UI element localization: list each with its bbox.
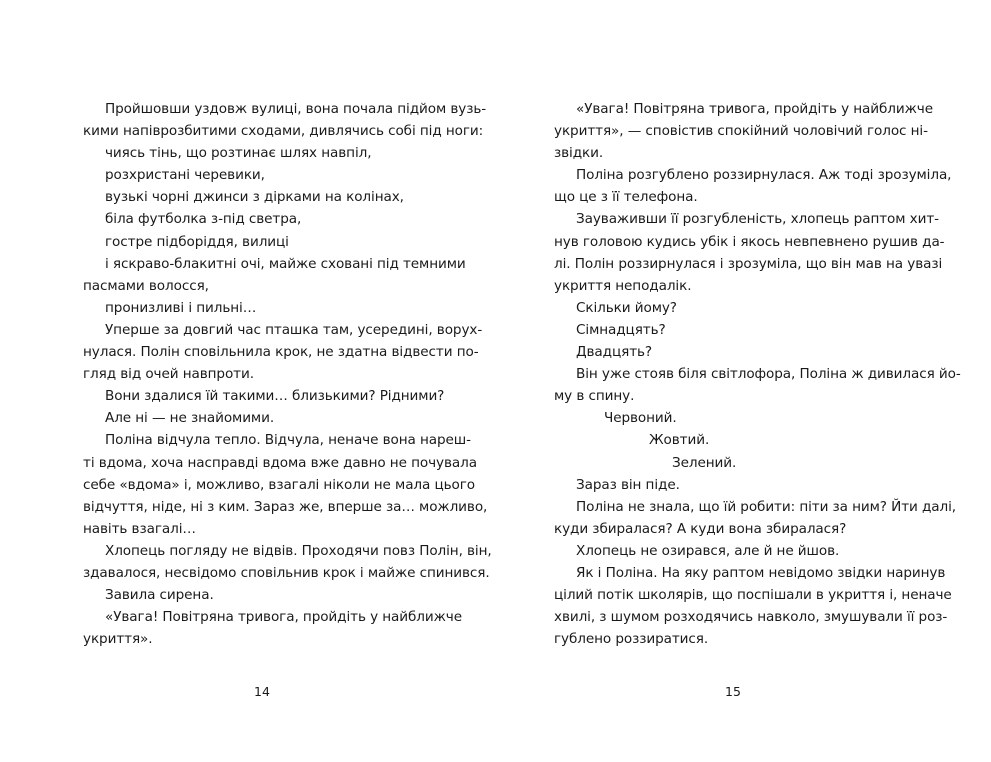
text-line: і яскраво-блакитні очі, майже сховані під темними <box>105 255 466 272</box>
text-line: Хлопець не озирався, але й не йшов. <box>576 542 840 559</box>
text-line: укриття». <box>83 631 153 648</box>
text-line: укриття неподалік. <box>554 277 692 294</box>
text-line: звідки. <box>554 145 604 162</box>
text-line: Зелений. <box>672 454 737 471</box>
text-line: «Увага! Повітряна тривога, пройдіть у найближче <box>576 101 933 117</box>
text-line: навіть взагалі… <box>83 520 196 537</box>
text-line: здавалося, несвідомо сповільнив крок і майже спинився. <box>83 564 490 581</box>
text-line: Хлопець погляду не відвів. Проходячи повз Полін, він, <box>105 542 492 559</box>
text-line: Скільки йому? <box>576 299 677 316</box>
text-line: укриття», — сповістив спокійний чоловічий голос ні- <box>554 123 928 140</box>
text-line: му в спину. <box>554 388 635 405</box>
text-line: нулася. Полін сповільнила крок, не здатна відвести по- <box>83 344 479 361</box>
left-page-number: 14 <box>254 684 270 699</box>
text-line: лі. Полін роззирнулася і зрозуміла, що він мав на увазі <box>554 255 943 272</box>
left-page <box>0 0 495 762</box>
right-page-text <box>554 98 961 650</box>
text-line: «Увага! Повітряна тривога, пройдіть у найближче <box>105 609 462 626</box>
text-line: Сімнадцять? <box>576 321 666 338</box>
text-line: Він уже стояв біля світлофора, Поліна ж дивилася йо- <box>576 366 961 383</box>
right-page-number: 15 <box>725 684 741 699</box>
text-line: гляд від очей навпроти. <box>83 366 254 383</box>
text-line: Пройшовши уздовж вулиці, вона почала підйом вузь- <box>105 101 487 117</box>
text-line: біла футболка з-під светра, <box>105 211 302 228</box>
text-line: нув головою кудись убік і якось невпевнено рушив да- <box>554 233 945 250</box>
text-line: Зауваживши її розгубленість, хлопець раптом хит- <box>576 211 939 228</box>
left-page-text <box>83 98 492 650</box>
text-line: чиясь тінь, що розтинає шлях навпіл, <box>105 145 372 162</box>
right-page <box>496 0 991 762</box>
text-line: Жовтий. <box>649 432 710 449</box>
text-line: пронизливі і пильні… <box>105 299 257 316</box>
text-line: гублено роззиратися. <box>554 631 709 648</box>
text-line: Вони здалися їй такими… близькими? Рідними? <box>105 388 445 405</box>
text-line: Червоний. <box>604 410 677 427</box>
text-line: Поліна розгублено роззирнулася. Аж тоді зрозуміла, <box>576 167 952 184</box>
text-line: Як і Поліна. На яку раптом невідомо звідки наринув <box>576 564 946 581</box>
text-line: вузькі чорні джинси з дірками на колінах, <box>105 189 404 206</box>
text-line: пасмами волосся, <box>83 277 209 294</box>
text-line: Зараз він піде. <box>576 476 680 493</box>
text-line: себе «вдома» і, можливо, взагалі ніколи не мала цього <box>83 476 476 493</box>
text-line: куди збиралася? А куди вона збиралася? <box>554 520 847 537</box>
text-line: гостре підборіддя, вилиці <box>105 233 289 250</box>
text-line: що це з її телефона. <box>554 189 698 206</box>
text-line: ті вдома, хоча насправді вдома вже давно не почувала <box>83 454 477 471</box>
text-line: Завила сирена. <box>105 587 214 604</box>
text-line: Двадцять? <box>576 344 653 361</box>
text-line: хвилі, з шумом розходячись навколо, змушували її роз- <box>554 609 948 626</box>
text-line: Поліна не знала, що їй робити: піти за ним? Йти далі, <box>576 498 957 515</box>
text-line: кими напіврозбитими сходами, дивлячись собі під ноги: <box>83 123 484 140</box>
text-line: Поліна відчула тепло. Відчула, неначе вона нареш- <box>105 432 471 449</box>
text-line: відчуття, ніде, ні з ким. Зараз же, вперше за… можливо, <box>83 498 488 515</box>
text-line: Уперше за довгий час пташка там, усередині, ворух- <box>105 321 483 338</box>
text-line: розхристані черевики, <box>105 167 265 184</box>
text-line: Але ні — не знайомими. <box>105 410 275 427</box>
text-line: цілий потік школярів, що поспішали в укриття і, неначе <box>554 587 952 604</box>
